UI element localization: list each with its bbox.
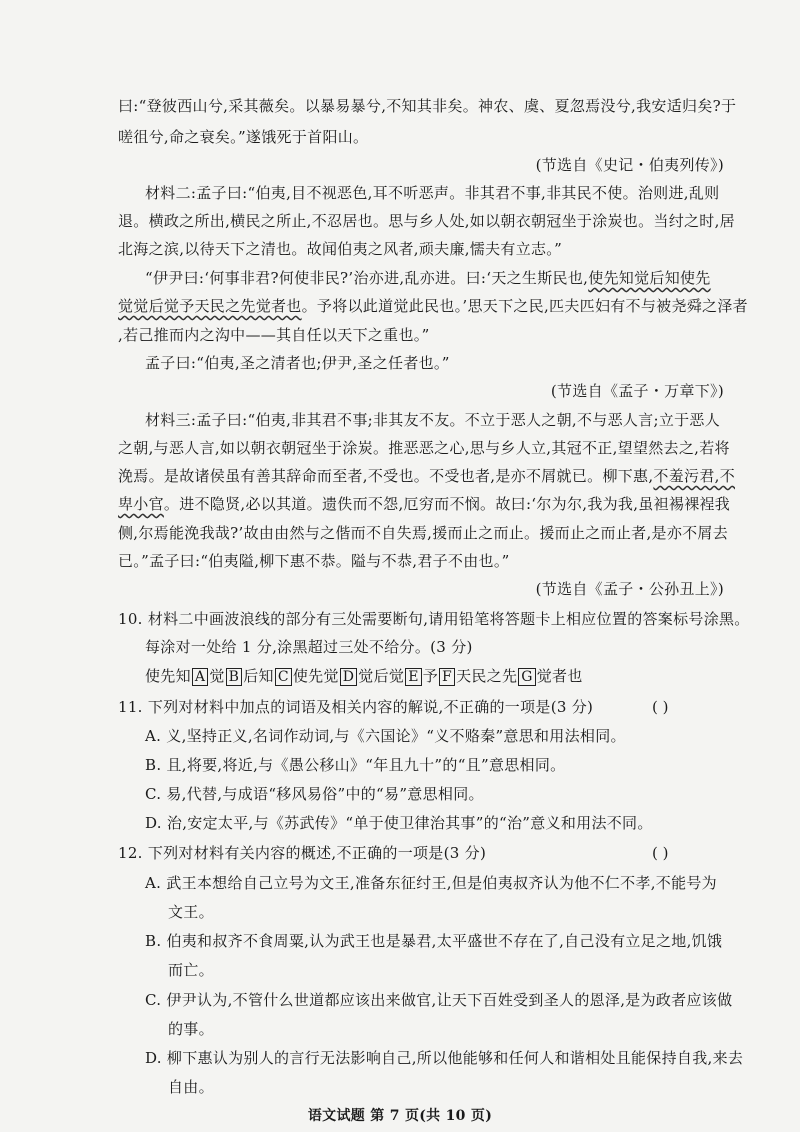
source-citation: (节选自《孟子・公孙丑上》) xyxy=(535,580,724,598)
text-line: 材料三:孟子曰:“伯夷,非其君不事;非其友不友。不立于恶人之朝,不与恶人言;立于恶人 xyxy=(145,411,721,429)
text-segment: 浼焉。是故诸侯虽有善其辞命而至者,不受也。不受也者,是亦不屑就已。柳下惠, xyxy=(118,467,654,485)
option-b-continued: 而亡。 xyxy=(168,961,214,979)
option-text: 觉后觉 xyxy=(358,667,405,685)
answer-box-e[interactable]: E xyxy=(405,668,422,686)
answer-box-b[interactable]: B xyxy=(226,668,243,686)
answer-parenthesis[interactable]: ( ) xyxy=(652,844,669,862)
source-citation: (节选自《孟子・万章下》) xyxy=(550,382,724,400)
option-a: A. 义,坚持正义,名词作动词,与《六国论》“义不赂秦”意思和用法相同。 xyxy=(145,727,626,745)
text-line xyxy=(118,494,730,514)
text-segment: 。予将以此道觉此民也。’思天下之民,匹夫匹妇有不与被尧舜之泽者 xyxy=(301,297,748,315)
text-line: 之朝,与恶人言,如以朝衣朝冠坐于涂炭。推恶恶之心,思与乡人立,其冠不正,望望然去之,若将 xyxy=(118,439,730,457)
wavy-underlined-text: 卑小官 xyxy=(118,495,164,513)
text-segment: “伊尹曰:‘何事非君?何使非民?’治亦进,乱亦进。曰:‘天之生斯民也, xyxy=(145,269,589,287)
question-10-options xyxy=(145,666,583,686)
option-b: B. 且,将要,将近,与《愚公移山》“年且九十”的“且”意思相同。 xyxy=(145,756,566,774)
text-line: 已。”孟子曰:“伯夷隘,柳下惠不恭。隘与不恭,君子不由也。” xyxy=(118,552,510,570)
text-line: 嗟徂兮,命之衰矣。”遂饿死于首阳山。 xyxy=(118,128,369,146)
text-line: 曰:“登彼西山兮,采其薇矣。以暴易暴兮,不知其非矣。神农、虞、夏忽焉没兮,我安适归矣?于 xyxy=(118,97,737,115)
text-line: 北海之滨,以待天下之清也。故闻伯夷之风者,顽夫廉,懦夫有立志。” xyxy=(118,240,563,258)
option-text: 觉 xyxy=(209,667,225,685)
option-c-continued: 的事。 xyxy=(168,1020,214,1038)
question-10-scoring: 每涂对一处给 1 分,涂黑超过三处不给分。(3 分) xyxy=(145,638,473,656)
answer-box-d[interactable]: D xyxy=(340,668,358,686)
option-d: D. 治,安定太平,与《苏武传》“单于使卫律治其事”的“治”意义和用法不同。 xyxy=(145,814,653,832)
option-text: 使先知 xyxy=(145,667,191,685)
option-a: A. 武王本想给自己立号为文王,准备东征纣王,但是伯夷叔齐认为他不仁不孝,不能号为 xyxy=(145,874,717,892)
option-text: 觉者也 xyxy=(536,667,583,685)
text-line: 孟子曰:“伯夷,圣之清者也;伊尹,圣之任者也。” xyxy=(145,354,450,372)
text-line: 退。横政之所出,横民之所止,不忍居也。思与乡人处,如以朝衣朝冠坐于涂炭也。当纣之时,居 xyxy=(118,212,735,230)
text-line xyxy=(118,296,748,316)
text-line: 侧,尔焉能浼我哉?’故由由然与之偕而不自失焉,援而止之而止。援而止之而止者,是亦不屑去 xyxy=(118,524,729,542)
text-line xyxy=(118,466,735,486)
option-text: 予 xyxy=(422,667,439,685)
option-d-continued: 自由。 xyxy=(168,1078,214,1096)
answer-box-f[interactable]: F xyxy=(439,668,455,686)
option-text: 天民之先 xyxy=(456,667,518,685)
answer-box-a[interactable]: A xyxy=(192,668,208,686)
text-line: 材料二:孟子曰:“伯夷,目不视恶色,耳不听恶声。非其君不事,非其民不使。治则进,乱则 xyxy=(145,184,720,202)
text-line xyxy=(145,268,711,288)
wavy-underlined-text: 不羞污君,不 xyxy=(653,467,735,485)
option-d: D. 柳下惠认为别人的言行无法影响自己,所以他能够和任何人和谐相处且能保持自我,来去 xyxy=(145,1049,744,1067)
text-segment: 。进不隐贤,必以其道。遗佚而不怨,厄穷而不悯。故曰:‘尔为尔,我为我,虽袒裼裸裎我 xyxy=(163,495,731,513)
answer-parenthesis[interactable]: ( ) xyxy=(652,698,669,716)
option-text: 后知 xyxy=(243,667,274,685)
option-c: C. 伊尹认为,不管什么世道都应该出来做官,让天下百姓受到圣人的恩泽,是为政者应该做 xyxy=(145,991,733,1009)
option-b: B. 伯夷和叔齐不食周粟,认为武王也是暴君,太平盛世不存在了,自己没有立足之地,饥饿 xyxy=(145,932,723,950)
option-c: C. 易,代替,与成语“移风易俗”中的“易”意思相同。 xyxy=(145,785,484,803)
option-a-continued: 文王。 xyxy=(168,903,214,921)
question-10: 10. 材料二中画波浪线的部分有三处需要断句,请用铅笔将答题卡上相应位置的答案标号涂黑。 xyxy=(118,610,750,628)
answer-box-g[interactable]: G xyxy=(518,668,535,686)
text-line: ,若己推而内之沟中——其自任以天下之重也。” xyxy=(118,326,430,344)
source-citation: (节选自《史记・伯夷列传》) xyxy=(535,156,724,174)
question-12: 12. 下列对材料有关内容的概述,不正确的一项是(3 分) xyxy=(118,844,487,862)
question-11: 11. 下列对材料中加点的词语及相关内容的解说,不正确的一项是(3 分) xyxy=(118,698,594,716)
answer-box-c[interactable]: C xyxy=(275,668,292,686)
wavy-underlined-text: 觉觉后觉予天民之先觉者也 xyxy=(118,297,302,315)
wavy-underlined-text: 使先知觉后知使先 xyxy=(588,269,711,287)
page-footer: 语文试题 第 7 页(共 10 页) xyxy=(307,1108,493,1124)
option-text: 使先觉 xyxy=(292,667,339,685)
